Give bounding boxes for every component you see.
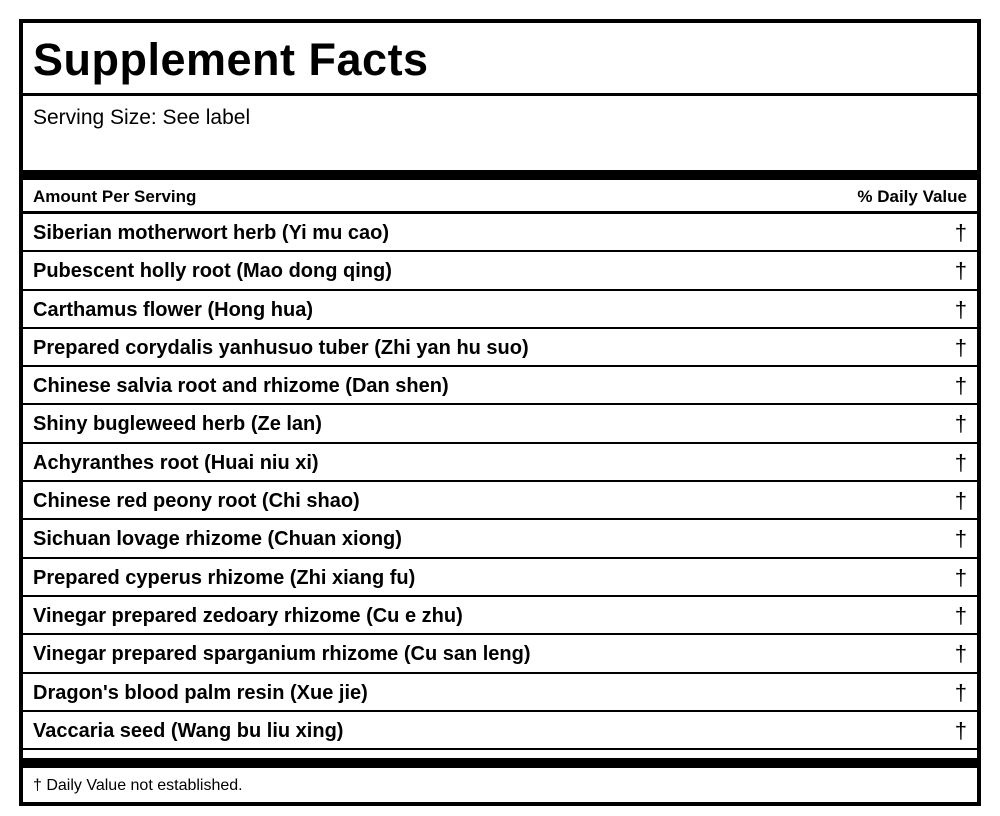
dagger-daily-value: † bbox=[954, 526, 967, 552]
ingredient-name: Vinegar prepared zedoary rhizome (Cu e zhu) bbox=[33, 604, 463, 627]
dagger-daily-value: † bbox=[954, 564, 967, 590]
ingredient-row bbox=[23, 291, 977, 329]
ingredient-name: Dragon's blood palm resin (Xue jie) bbox=[33, 681, 368, 704]
ingredient-row bbox=[23, 329, 977, 367]
supplement-facts-panel bbox=[19, 19, 981, 806]
ingredient-name: Sichuan lovage rhizome (Chuan xiong) bbox=[33, 528, 402, 551]
dagger-daily-value: † bbox=[954, 258, 967, 284]
dagger-daily-value: † bbox=[954, 296, 967, 322]
dagger-daily-value: † bbox=[954, 411, 967, 437]
ingredient-name: Siberian motherwort herb (Yi mu cao) bbox=[33, 222, 389, 244]
ingredient-row bbox=[23, 674, 977, 712]
ingredient-row bbox=[23, 559, 977, 597]
column-header bbox=[23, 180, 977, 214]
dagger-daily-value: † bbox=[954, 449, 967, 475]
ingredient-name: Shiny bugleweed herb (Ze lan) bbox=[33, 413, 322, 436]
footnote-text: † Daily Value not established. bbox=[33, 777, 243, 794]
ingredient-row bbox=[23, 367, 977, 405]
ingredient-list bbox=[23, 214, 977, 750]
dagger-daily-value: † bbox=[954, 641, 967, 667]
ingredient-row bbox=[23, 405, 977, 443]
panel-title: Supplement Facts bbox=[33, 34, 429, 85]
ingredient-name: Chinese red peony root (Chi shao) bbox=[33, 490, 360, 513]
serving-section bbox=[23, 96, 977, 170]
ingredient-row bbox=[23, 444, 977, 482]
ingredient-row bbox=[23, 597, 977, 635]
ingredient-name: Prepared cyperus rhizome (Zhi xiang fu) bbox=[33, 566, 416, 589]
dagger-daily-value: † bbox=[954, 717, 967, 743]
ingredient-name: Prepared corydalis yanhusuo tuber (Zhi yan hu suo) bbox=[33, 336, 529, 359]
ingredient-name: Pubescent holly root (Mao dong qing) bbox=[33, 260, 392, 283]
title-section bbox=[23, 23, 977, 96]
dagger-daily-value: † bbox=[954, 488, 967, 514]
dagger-daily-value: † bbox=[954, 602, 967, 628]
ingredient-row bbox=[23, 520, 977, 558]
daily-value-label: % Daily Value bbox=[857, 187, 967, 206]
dagger-daily-value: † bbox=[954, 220, 967, 245]
serving-size-text: Serving Size: See label bbox=[33, 106, 251, 129]
dagger-daily-value: † bbox=[954, 373, 967, 399]
ingredient-row bbox=[23, 252, 977, 290]
ingredient-row bbox=[23, 635, 977, 673]
thick-divider-top bbox=[23, 170, 977, 180]
ingredient-row bbox=[23, 214, 977, 252]
ingredient-name: Chinese salvia root and rhizome (Dan shen) bbox=[33, 375, 449, 398]
amount-per-serving-label: Amount Per Serving bbox=[33, 187, 197, 206]
thick-divider-bottom bbox=[23, 758, 977, 768]
ingredient-name: Achyranthes root (Huai niu xi) bbox=[33, 451, 319, 474]
dagger-daily-value: † bbox=[954, 679, 967, 705]
footnote-section bbox=[23, 768, 977, 806]
ingredient-row bbox=[23, 712, 977, 750]
dagger-daily-value: † bbox=[954, 334, 967, 360]
ingredient-name: Vaccaria seed (Wang bu liu xing) bbox=[33, 719, 344, 742]
ingredient-name: Vinegar prepared sparganium rhizome (Cu san leng) bbox=[33, 643, 531, 666]
ingredient-row bbox=[23, 482, 977, 520]
ingredient-name: Carthamus flower (Hong hua) bbox=[33, 298, 314, 321]
